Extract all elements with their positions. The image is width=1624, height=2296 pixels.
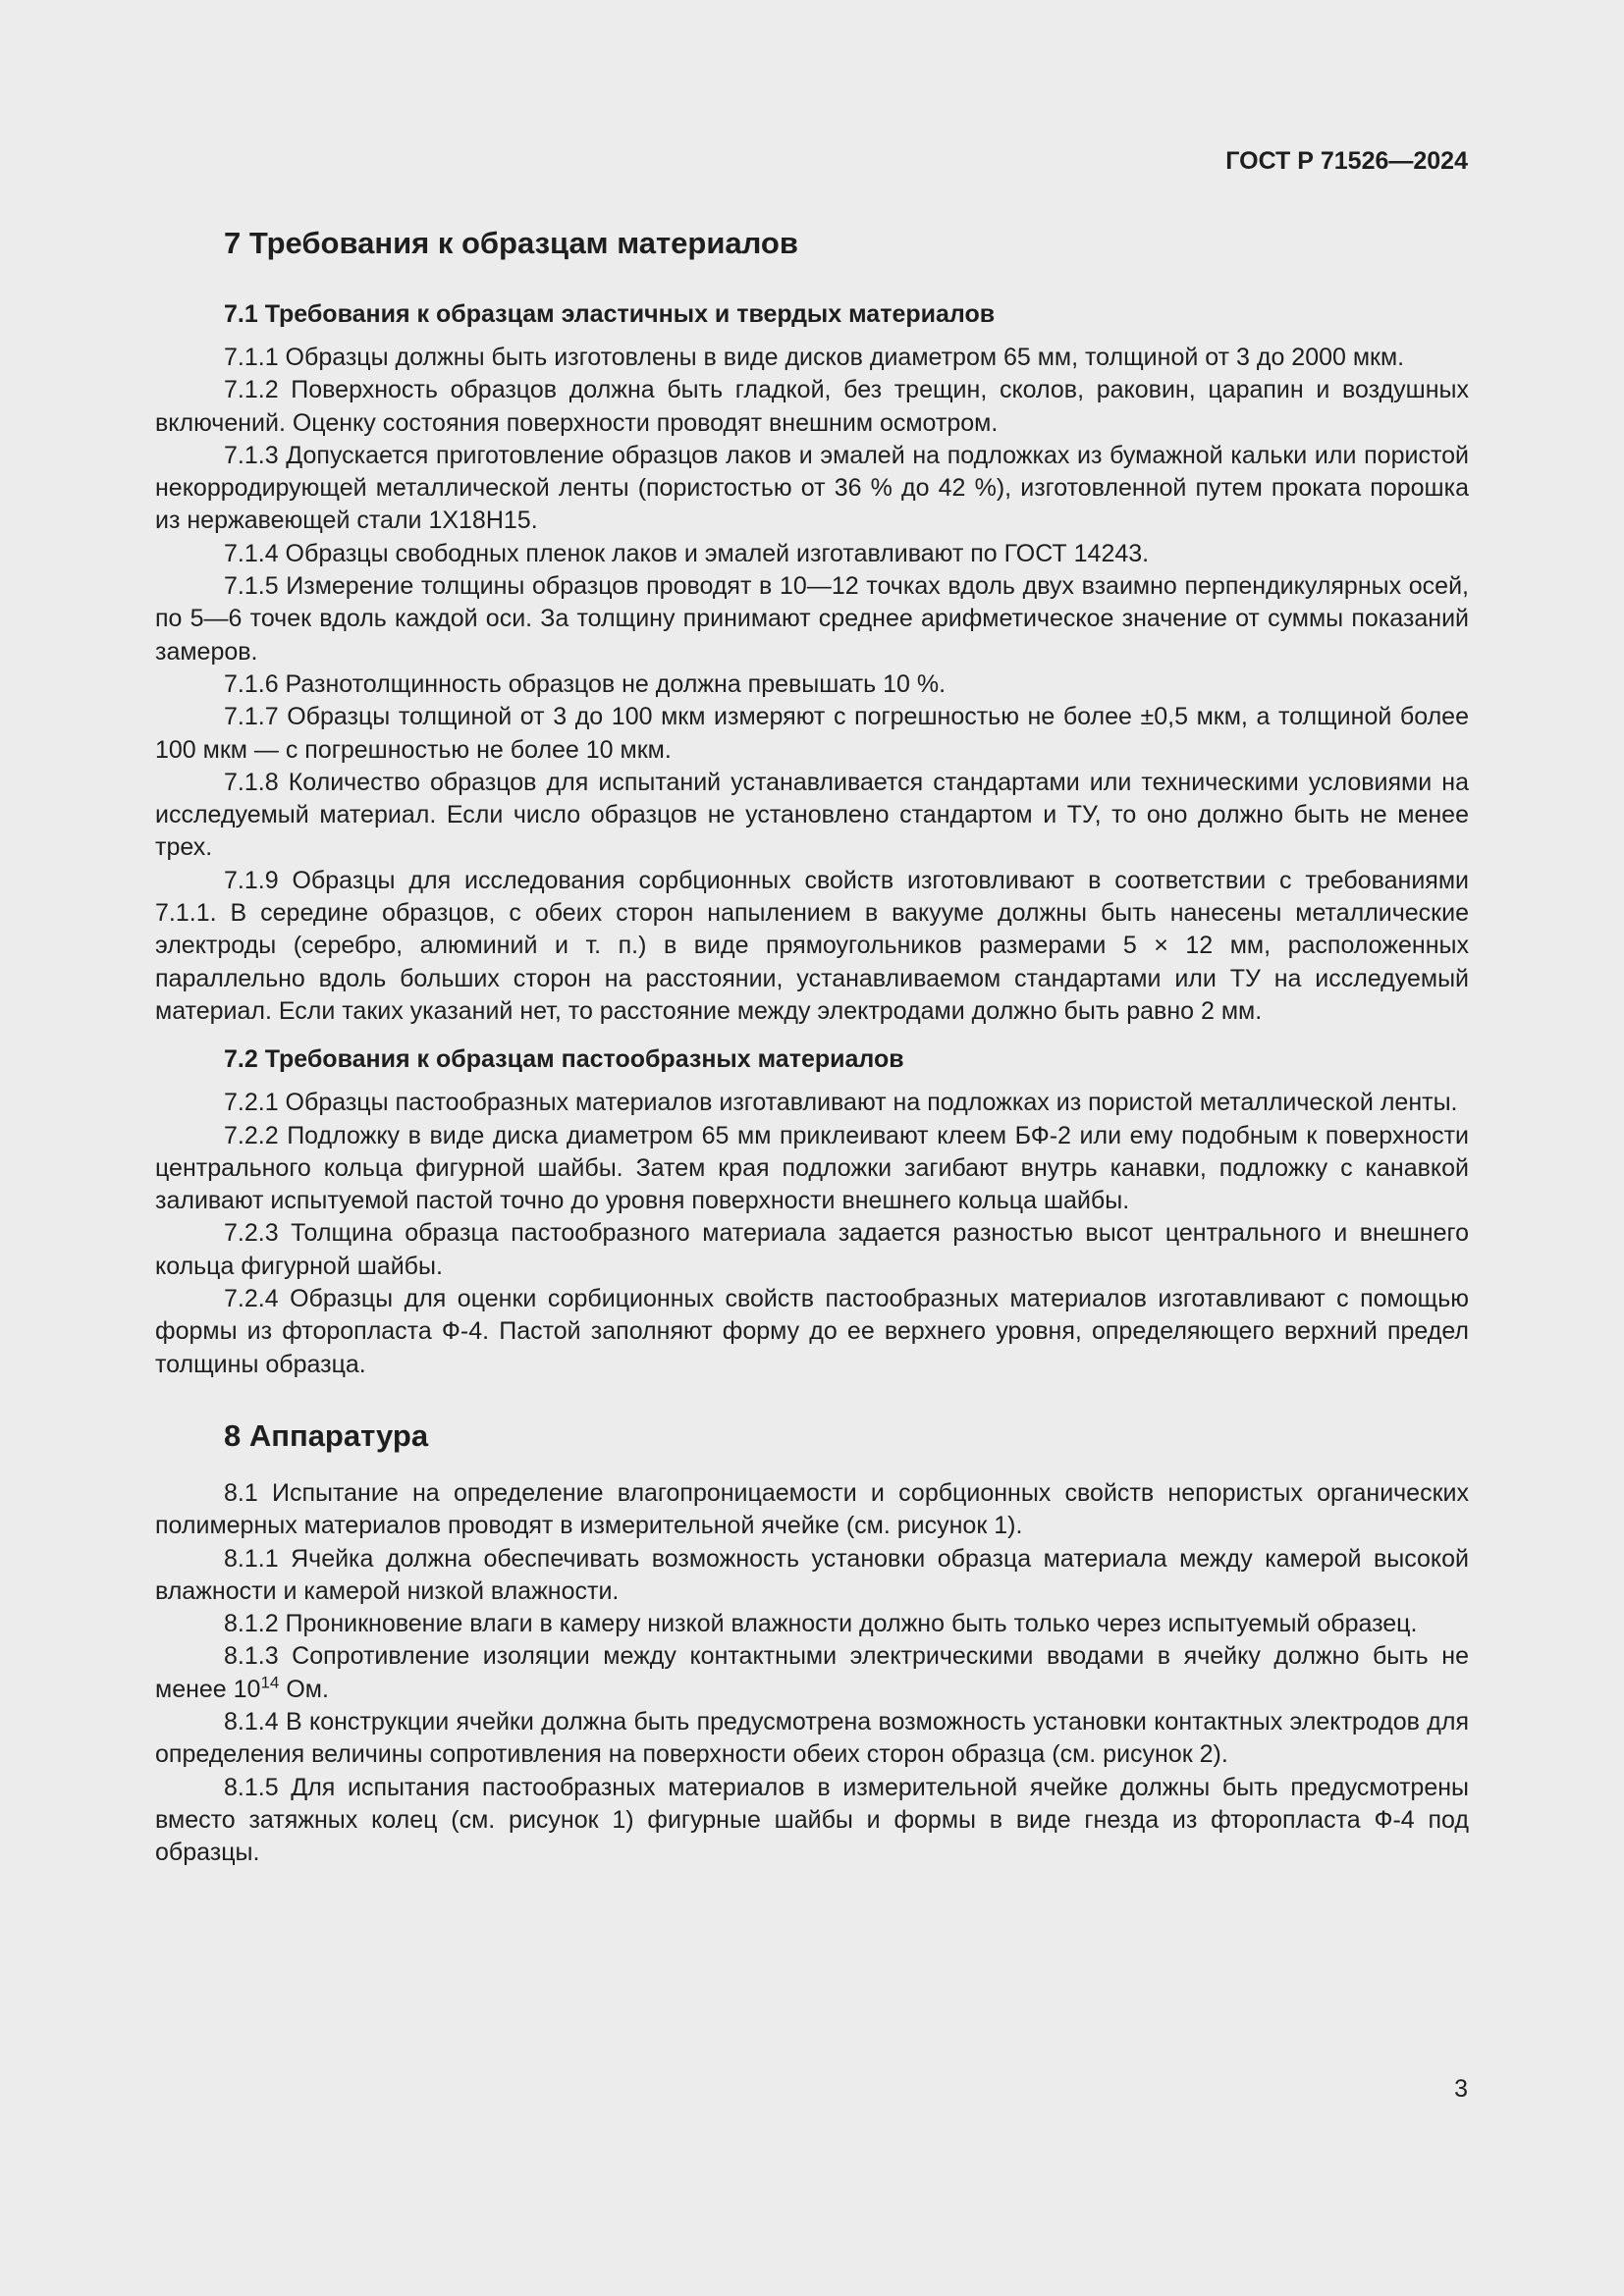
paragraph-7-1-1: 7.1.1 Образцы должны быть изготовлены в виде дисков диаметром 65 мм, толщиной от 3 до 2000 мкм. <box>224 344 1405 371</box>
paragraph-7-2-4: 7.2.4 Образцы для оценки сорбиционных свойств пастообразных материалов изготавливают с помощью формы из фторопласта Ф-4. Пастой заполняют форму до ее верхнего уровня, определяющего верхний предел толщины образца. <box>155 1285 1469 1378</box>
paragraph-8-1-3 <box>155 1640 1469 1706</box>
paragraph-7-1-8: 7.1.8 Количество образцов для испытаний устанавливается стандартами или техническими условиями на исследуемый материал. Если число образцов не установлено стандартом и ТУ, то оно должно быть не менее трех. <box>155 768 1469 862</box>
section-7-heading: 7 Требования к образцам материалов <box>224 226 798 260</box>
section-8-heading: 8 Аппаратура <box>224 1417 429 1453</box>
paragraph-7-2-2: 7.2.2 Подложку в виде диска диаметром 65 мм приклеивают клеем БФ-2 или ему подобным к поверхности центрального кольца фигурной шайбы. Затем края подложки загибают внутрь канавки, подложку с канавкой заливают испытуемой пастой точно до уровня поверхности внешнего кольца шайбы. <box>155 1121 1469 1215</box>
page-number: 3 <box>1454 2075 1468 2103</box>
paragraph-7-1-7: 7.1.7 Образцы толщиной от 3 до 100 мкм измеряют с погрешностью не более ±0,5 мкм, а толщиной более 100 мкм — с погрешностью не более 10 мкм. <box>155 703 1469 764</box>
paragraph-7-1-6: 7.1.6 Разнотолщинность образцов не должна превышать 10 %. <box>224 669 947 698</box>
paragraph-7-1-2: 7.1.2 Поверхность образцов должна быть гладкой, без трещин, сколов, раковин, царапин и воздушных включений. Оценку состояния поверхности проводят внешним осмотром. <box>155 376 1469 437</box>
paragraph-7-1-5: 7.1.5 Измерение толщины образцов проводят в 10—12 точках вдоль двух взаимно перпендикулярных осей, по 5—6 точек вдоль каждой оси. За толщину принимают среднее арифметическое значение от суммы показаний замеров. <box>155 572 1469 666</box>
document-code: ГОСТ Р 71526—2024 <box>1225 147 1468 175</box>
paragraph-8-1-5: 8.1.5 Для испытания пастообразных материалов в измерительной ячейке должны быть предусмотрены вместо затяжных колец (см. рисунок 1) фигурные шайбы и формы в виде гнезда из фторопласта Ф-4 под образцы. <box>155 1773 1469 1867</box>
page-content <box>155 218 1469 1869</box>
paragraph-7-2-3: 7.2.3 Толщина образца пастообразного материала задается разностью высот центрального и внешнего кольца фигурной шайбы. <box>155 1219 1469 1280</box>
paragraph-8-1-3-text: 8.1.3 Сопротивление изоляции между контактными электрическими вводами в ячейку должно быть не менее 10 <box>155 1642 1469 1703</box>
exponent-superscript: 14 <box>260 1673 280 1692</box>
subsection-7-1-heading: 7.1 Требования к образцам эластичных и твердых материалов <box>224 300 996 328</box>
paragraph-8-1: 8.1 Испытание на определение влагопроницаемости и сорбционных свойств непористых органических полимерных материалов проводят в измерительной ячейке (см. рисунок 1). <box>155 1478 1469 1540</box>
paragraph-7-1-3: 7.1.3 Допускается приготовление образцов лаков и эмалей на подложках из бумажной кальки или пористой некорродирующей металлической ленты (пористостью от 36 % до 42 %), изготовленной путем проката порошка из нержавеющей стали 1Х18Н15. <box>155 441 1469 535</box>
paragraph-7-1-9: 7.1.9 Образцы для исследования сорбционных свойств изготовливают в соответствии с требованиями 7.1.1. В середине образцов, с обеих сторон напылением в вакууме должны быть нанесены металлические электроды (серебро, алюминий и т. п.) в виде прямоугольников размерами 5 × 12 мм, расположенных параллельно вдоль больших сторон на расстоянии, устанавливаемом стандартами или ТУ на исследуемый материал. Если таких указаний нет, то расстояние между электродами должно быть равно 2 мм. <box>155 866 1469 1025</box>
paragraph-7-2-1: 7.2.1 Образцы пастообразных материалов изготавливают на подложках из пористой металлической ленты. <box>224 1089 1458 1117</box>
paragraph-8-1-4: 8.1.4 В конструкции ячейки должна быть предусмотрена возможность установки контактных электродов для определения величины сопротивления на поверхности обеих сторон образца (см. рисунок 2). <box>155 1707 1469 1769</box>
paragraph-8-1-2: 8.1.2 Проникновение влаги в камеру низкой влажности должно быть только через испытуемый образец. <box>224 1610 1418 1638</box>
subsection-7-2-heading: 7.2 Требования к образцам пастообразных материалов <box>224 1045 904 1074</box>
paragraph-8-1-1: 8.1.1 Ячейка должна обеспечивать возможность установки образца материала между камерой высокой влажности и камерой низкой влажности. <box>155 1544 1469 1605</box>
paragraph-7-1-4: 7.1.4 Образцы свободных пленок лаков и эмалей изготавливают по ГОСТ 14243. <box>224 539 1150 567</box>
paragraph-8-1-3-unit: Ом. <box>279 1675 329 1703</box>
